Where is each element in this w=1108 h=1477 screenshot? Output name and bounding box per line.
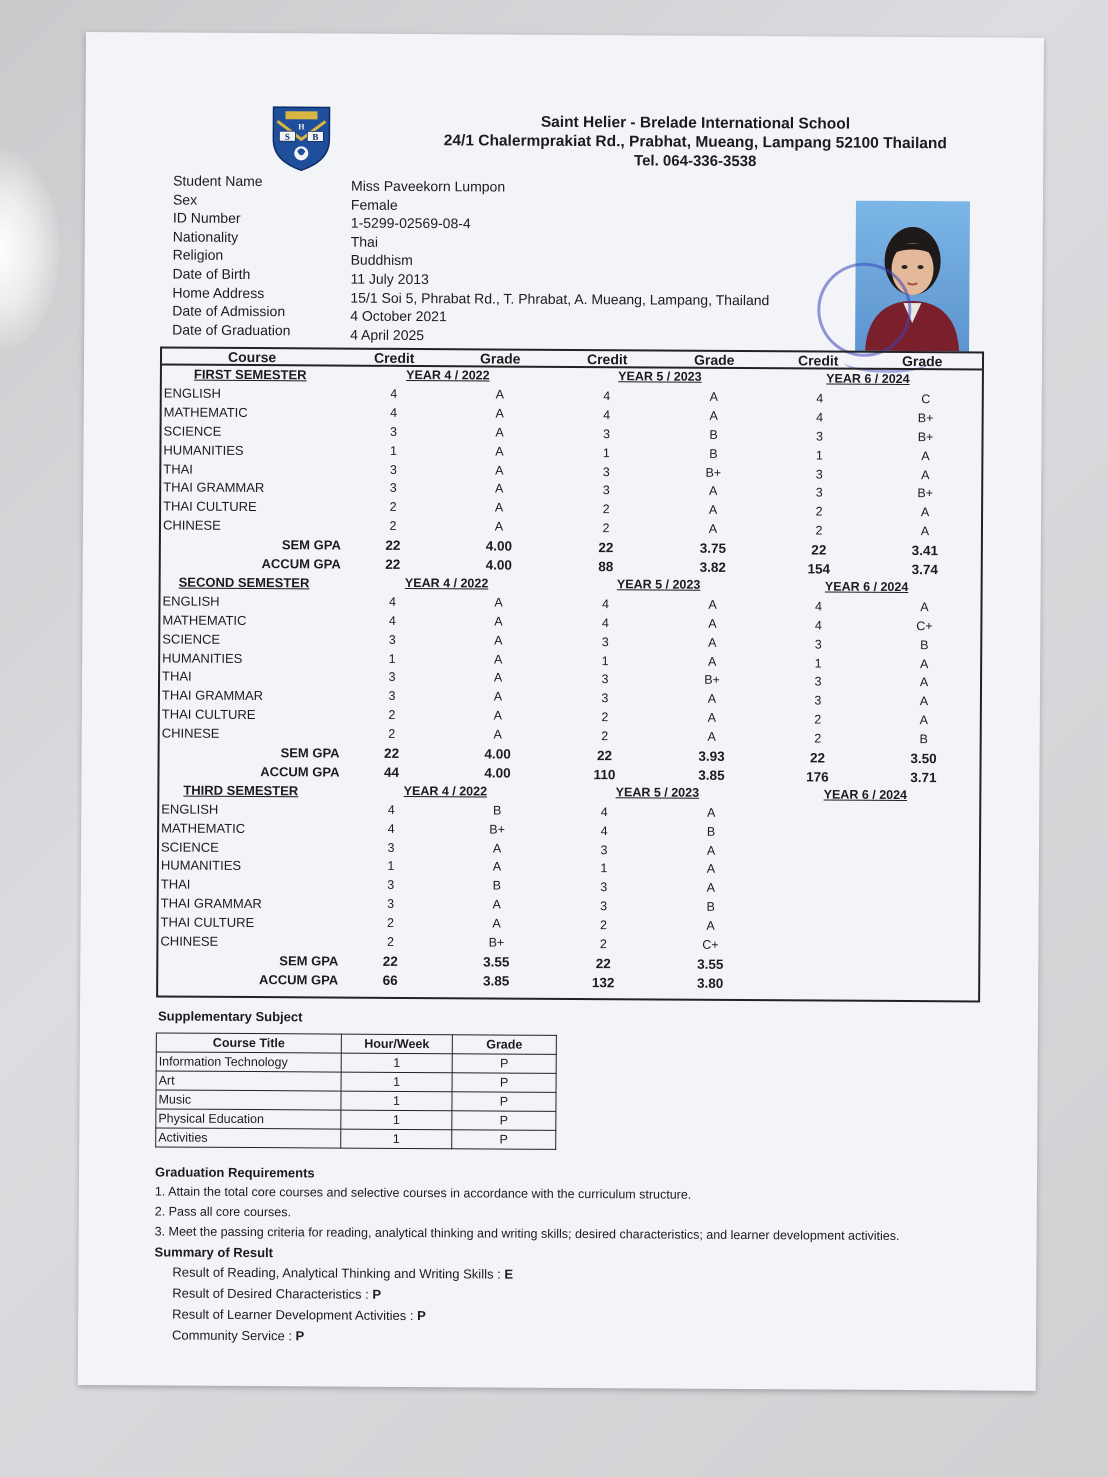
credit-y4: 3	[387, 840, 395, 855]
summary-item-1	[172, 1265, 513, 1282]
credit-y4: 2	[388, 708, 396, 723]
credit-y5: 3	[602, 483, 610, 498]
subject-name: MATHEMATIC	[163, 404, 248, 420]
grade-y4: A	[493, 652, 503, 667]
student-field-label: Nationality	[172, 228, 239, 245]
student-field-label: Date of Birth	[172, 265, 251, 283]
year-label-y4: YEAR 4 / 2022	[406, 367, 490, 383]
year-label-y6: YEAR 6 / 2024	[826, 371, 910, 387]
credit-y4: 2	[389, 519, 397, 534]
year-label-y5: YEAR 5 / 2023	[615, 785, 700, 800]
grade-y4: A	[492, 859, 502, 874]
grade-y6: A	[919, 694, 929, 709]
gpa-credit-y5: 88	[598, 559, 614, 575]
credit-y6: 2	[814, 712, 822, 727]
school-crest-icon	[271, 105, 331, 171]
supp-hours: 1	[341, 1091, 452, 1111]
year-label-y4: YEAR 4 / 2022	[403, 783, 488, 799]
grade-y6: B	[919, 732, 928, 747]
supp-hours: 1	[341, 1053, 452, 1073]
credit-y5: 4	[603, 407, 611, 423]
grade-y6: A	[920, 524, 930, 539]
credit-y4: 3	[390, 424, 398, 439]
summary-label: Result of Reading, Analytical Thinking and Writing Skills :	[172, 1264, 501, 1282]
gpa-value-y4: 4.00	[484, 765, 511, 781]
credit-y4: 1	[387, 859, 395, 874]
grade-y5: B	[709, 446, 718, 461]
credit-y4: 3	[388, 670, 396, 685]
grade-y5: A	[706, 843, 716, 858]
credit-y5: 4	[601, 596, 610, 612]
credit-y6: 3	[816, 429, 824, 444]
subject-name: MATHEMATIC	[161, 820, 246, 836]
credit-y5: 2	[600, 918, 608, 933]
grade-y5: A	[706, 862, 716, 877]
crest-letter-h: H	[298, 122, 305, 132]
grade-y4: A	[495, 406, 504, 421]
gpa-label: ACCUM GPA	[260, 763, 340, 780]
grade-y5: C+	[702, 937, 719, 952]
subject-name: HUMANITIES	[163, 442, 244, 458]
grade-y6: B+	[917, 486, 934, 501]
credit-y5: 4	[603, 389, 611, 404]
gpa-label: ACCUM GPA	[258, 971, 339, 988]
grade-y5: B+	[704, 673, 720, 688]
graduation-item-1: 1. Attain the total core courses and selective courses in accordance with the curriculum structure.	[154, 1184, 692, 1202]
semester-title: THIRD SEMESTER	[183, 782, 299, 799]
credit-y5: 3	[603, 426, 611, 441]
transcript-page	[78, 32, 1044, 1391]
grade-y6: C+	[916, 618, 933, 633]
grade-y4: A	[495, 425, 504, 440]
credit-y5: 3	[600, 899, 608, 914]
credit-y4: 1	[388, 651, 396, 666]
student-field-value: 11 July 2013	[350, 270, 429, 288]
grade-y6: A	[919, 656, 929, 671]
gpa-value-y4: 4.00	[484, 746, 511, 762]
credit-y4: 3	[388, 632, 396, 647]
student-field-value: 4 October 2021	[350, 307, 447, 325]
year-label-y6: YEAR 6 / 2024	[824, 579, 909, 594]
subject-name: ENGLISH	[161, 801, 219, 817]
credit-y5: 2	[602, 502, 610, 517]
supp-course-title: Information Technology	[156, 1052, 341, 1072]
credit-y6: 2	[815, 523, 823, 538]
student-field-value: 4 April 2025	[350, 326, 425, 343]
subject-name: CHINESE	[160, 933, 219, 949]
credit-y6: 2	[815, 504, 823, 519]
gpa-value-y5: 3.80	[697, 975, 724, 991]
grade-y6: A	[920, 505, 930, 520]
student-field-label: Date of Graduation	[172, 321, 291, 339]
subject-name: THAI GRAMMAR	[163, 479, 265, 496]
credit-y6: 3	[814, 637, 822, 652]
supp-course-title: Music	[156, 1090, 341, 1110]
credit-y5: 3	[600, 842, 608, 857]
summary-item-4	[172, 1328, 304, 1344]
subject-name: THAI GRAMMAR	[160, 895, 262, 912]
supplementary-title: Supplementary Subject	[157, 1008, 303, 1025]
gpa-value-y4: 4.00	[485, 557, 512, 573]
grade-y5: A	[706, 918, 715, 933]
supp-hours: 1	[341, 1110, 452, 1130]
credit-y4: 4	[388, 613, 396, 628]
student-field-value: 15/1 Soi 5, Phrabat Rd., T. Phrabat, A. Mueang, Lampang, Thailand	[350, 289, 770, 308]
summary-title: Summary of Result	[154, 1244, 274, 1261]
gpa-credit-y5: 22	[597, 748, 613, 764]
supp-grade: P	[452, 1111, 556, 1131]
supplementary-body	[156, 1052, 557, 1149]
grade-y4: B+	[489, 822, 505, 837]
grade-y4: A	[494, 595, 503, 610]
supp-course-title: Physical Education	[156, 1109, 341, 1129]
grade-y6: C	[921, 391, 931, 407]
grade-y4: A	[492, 841, 502, 856]
credit-y4: 3	[387, 897, 395, 912]
gpa-value-y5: 3.93	[698, 748, 725, 764]
credit-y6: 1	[815, 448, 823, 463]
gpa-credit-y5: 22	[595, 956, 611, 972]
subject-name: ENGLISH	[163, 385, 221, 401]
summary-item-3	[172, 1307, 426, 1324]
grade-y4: A	[493, 708, 503, 723]
credit-y5: 3	[600, 880, 608, 895]
gpa-value-y5: 3.75	[699, 540, 727, 557]
grade-y6: A	[921, 448, 930, 463]
grade-y4: A	[495, 387, 505, 402]
gpa-value-y6: 3.74	[911, 562, 938, 578]
grade-y4: A	[494, 500, 504, 515]
gpa-value-y5: 3.82	[699, 559, 726, 575]
gpa-label: SEM GPA	[280, 745, 340, 761]
supp-hours: 1	[341, 1129, 452, 1149]
credit-y5: 3	[601, 634, 609, 649]
gpa-value-y4: 3.55	[483, 954, 510, 970]
supplementary-row	[156, 1090, 556, 1111]
grade-y4: A	[495, 444, 504, 459]
grade-y5: A	[708, 503, 718, 518]
credit-y6: 3	[814, 674, 822, 689]
gpa-credit-y4: 66	[382, 972, 398, 988]
credit-y5: 2	[601, 729, 609, 744]
credit-y6: 4	[816, 410, 824, 425]
credit-y5: 3	[601, 691, 609, 706]
grade-y4: A	[492, 916, 501, 931]
grade-y5: B	[709, 427, 718, 442]
credit-y5: 2	[601, 710, 609, 725]
supplementary-row	[156, 1128, 556, 1149]
subject-name: THAI CULTURE	[160, 914, 255, 931]
grade-y4: A	[494, 519, 504, 534]
grade-y6: B+	[917, 410, 934, 425]
credit-y6: 4	[814, 618, 822, 633]
grade-y5: A	[708, 522, 718, 537]
gpa-value-y5: 3.85	[698, 767, 725, 783]
gpa-credit-y4: 44	[383, 764, 400, 780]
credit-y4: 4	[390, 386, 398, 401]
grade-y4: A	[493, 727, 502, 742]
credit-y4: 3	[388, 689, 396, 704]
grades-table	[156, 346, 984, 1002]
summary-item-2	[172, 1286, 381, 1302]
subject-name: THAI	[162, 668, 192, 685]
crest-letter-s: S	[284, 131, 290, 142]
credit-y5: 3	[602, 464, 610, 479]
grade-y5: B	[706, 899, 715, 915]
credit-y5: 4	[600, 823, 608, 838]
grade-y5: A	[708, 616, 717, 631]
credit-y4: 4	[390, 405, 398, 420]
student-field-value: Female	[350, 196, 398, 213]
grade-y4: A	[493, 670, 503, 685]
subject-name: SCIENCE	[160, 838, 219, 855]
supp-grade: P	[452, 1092, 556, 1112]
gpa-value-y5: 3.55	[697, 956, 724, 972]
graduation-item-3: 3. Meet the passing criteria for reading, analytical thinking and writing skills; desired characteristics; and learner development activities.	[154, 1224, 900, 1243]
grade-y4: A	[495, 481, 504, 496]
credit-y4: 2	[388, 726, 396, 741]
grade-y6: A	[919, 675, 929, 690]
credit-y4: 4	[387, 802, 395, 817]
credit-y5: 3	[601, 672, 609, 687]
semester-title: SECOND SEMESTER	[178, 574, 310, 591]
header-grade-y6: Grade	[901, 352, 943, 370]
supplementary-row	[156, 1109, 556, 1130]
credit-y4: 2	[386, 934, 394, 949]
grade-y5: A	[707, 805, 716, 820]
credit-y6: 3	[815, 485, 823, 500]
grade-y4: B	[493, 803, 502, 818]
subject-name: THAI	[160, 876, 191, 892]
grade-y5: A	[706, 881, 715, 896]
summary-value: P	[295, 1328, 305, 1344]
student-field-label: ID Number	[172, 209, 241, 227]
gpa-label: SEM GPA	[281, 537, 341, 553]
year-label-y6: YEAR 6 / 2024	[823, 787, 908, 802]
summary-value: E	[504, 1266, 514, 1282]
year-label-y5: YEAR 5 / 2023	[618, 369, 702, 384]
header-credit-y5: Credit	[586, 351, 628, 368]
grade-y6: B	[920, 637, 929, 652]
gpa-value-y4: 4.00	[485, 538, 513, 554]
subject-name: CHINESE	[162, 517, 221, 534]
student-field-label: Date of Admission	[172, 302, 286, 320]
credit-y4: 3	[389, 481, 397, 496]
subject-name: CHINESE	[161, 725, 220, 741]
gpa-credit-y6: 22	[810, 750, 826, 766]
grade-y6: A	[919, 713, 929, 728]
supp-grade: P	[452, 1073, 556, 1093]
supp-course-title: Art	[156, 1071, 341, 1091]
school-name: Saint Helier - Brelade International School	[540, 113, 851, 133]
credit-y5: 1	[601, 653, 609, 668]
summary-label: Result of Desired Characteristics :	[172, 1285, 369, 1302]
gpa-label: ACCUM GPA	[261, 556, 341, 572]
gpa-credit-y4: 22	[384, 745, 400, 761]
gpa-value-y6: 3.71	[910, 769, 937, 786]
gpa-credit-y4: 22	[385, 556, 401, 572]
year-label-y4: YEAR 4 / 2022	[404, 575, 489, 591]
grade-y6: B+	[917, 429, 934, 444]
gpa-credit-y6: 154	[807, 561, 831, 577]
gpa-credit-y4: 22	[385, 537, 401, 554]
school-address: 24/1 Chalermprakiat Rd., Prabhat, Mueang, Lampang 52100 Thailand	[443, 132, 947, 153]
gpa-credit-y4: 22	[382, 953, 398, 969]
gpa-credit-y5: 132	[591, 974, 615, 991]
gpa-credit-y5: 110	[593, 767, 616, 783]
header-credit-y6: Credit	[797, 352, 839, 369]
supp-col-grade: Grade	[452, 1035, 556, 1055]
subject-name: ENGLISH	[162, 593, 220, 609]
grade-y5: A	[708, 484, 718, 499]
subject-name: THAI CULTURE	[163, 498, 257, 515]
header-course: Course	[227, 348, 277, 366]
student-field-value: Thai	[350, 233, 379, 250]
gpa-credit-y5: 22	[598, 540, 614, 556]
summary-label: Community Service :	[171, 1327, 293, 1344]
credit-y6: 3	[815, 466, 823, 482]
supplementary-row	[156, 1071, 556, 1092]
credit-y6: 4	[816, 391, 824, 406]
subject-name: SCIENCE	[163, 423, 222, 439]
supp-col-course: Course Title	[156, 1033, 341, 1053]
student-field-label: Sex	[172, 191, 198, 208]
header-credit-y4: Credit	[373, 349, 415, 367]
supp-col-hours: Hour/Week	[341, 1034, 452, 1054]
subject-name: HUMANITIES	[160, 857, 242, 874]
grade-y5: A	[708, 597, 717, 612]
credit-y5: 1	[600, 861, 608, 876]
credit-y6: 3	[814, 693, 822, 708]
graduation-title: Graduation Requirements	[154, 1164, 315, 1181]
grade-y4: A	[492, 897, 501, 912]
subject-name: MATHEMATIC	[162, 612, 247, 628]
grade-y5: A	[709, 389, 718, 404]
credit-y4: 1	[389, 443, 397, 458]
credit-y5: 2	[599, 937, 607, 952]
student-field-label: Religion	[172, 246, 224, 264]
grade-y4: A	[494, 614, 503, 629]
grade-y4: B	[492, 878, 502, 893]
school-telephone: Tel. 064-336-3538	[634, 152, 757, 171]
grade-y4: B+	[488, 935, 505, 950]
grade-y5: A	[708, 635, 717, 650]
credit-y5: 2	[602, 521, 610, 536]
student-field-value: Buddhism	[350, 252, 413, 269]
student-field-label: Home Address	[172, 284, 265, 301]
student-field-value: Miss Paveekorn Lumpon	[351, 177, 506, 195]
gpa-value-y6: 3.41	[911, 543, 939, 559]
subject-name: SCIENCE	[162, 631, 221, 647]
grade-y6: A	[920, 599, 929, 614]
gpa-credit-y6: 176	[806, 769, 829, 785]
student-field-value: 1-5299-02569-08-4	[350, 214, 471, 232]
subject-name: HUMANITIES	[162, 649, 243, 666]
credit-y4: 2	[387, 915, 395, 930]
grade-y5: B	[706, 824, 716, 839]
grade-y5: A	[707, 692, 717, 707]
graduation-item-2: 2. Pass all core courses.	[154, 1204, 292, 1220]
credit-y6: 2	[814, 731, 822, 746]
supplementary-row	[156, 1052, 556, 1073]
credit-y5: 4	[600, 804, 608, 819]
subject-name: THAI CULTURE	[161, 706, 256, 723]
gpa-label: SEM GPA	[279, 953, 339, 969]
supp-hours: 1	[341, 1072, 452, 1092]
supp-grade: P	[452, 1054, 556, 1074]
header-grade-y4: Grade	[479, 350, 521, 367]
grade-y4: A	[493, 689, 503, 704]
summary-label: Result of Learner Development Activities :	[172, 1306, 414, 1324]
crest-letter-b: B	[312, 131, 319, 142]
credit-y4: 3	[389, 462, 397, 477]
subject-name: THAI	[163, 460, 194, 477]
credit-y4: 2	[389, 500, 397, 515]
gpa-value-y6: 3.50	[910, 751, 937, 767]
supp-grade: P	[452, 1130, 556, 1150]
grade-y5: A	[707, 729, 716, 744]
school-seal-stamp	[817, 262, 912, 357]
gpa-credit-y6: 22	[811, 542, 827, 558]
credit-y5: 1	[602, 445, 610, 460]
summary-value: P	[372, 1286, 382, 1302]
grade-y4: A	[494, 633, 503, 648]
header-grade-y5: Grade	[693, 351, 735, 368]
grade-y5: A	[707, 710, 717, 726]
grade-y5: B+	[705, 465, 722, 480]
grade-y4: A	[495, 463, 504, 478]
credit-y5: 4	[601, 615, 609, 630]
credit-y4: 4	[387, 821, 395, 836]
supplementary-header-row	[156, 1033, 556, 1054]
credit-y6: 4	[814, 599, 823, 614]
grade-y5: A	[707, 654, 717, 669]
credit-y6: 1	[814, 655, 822, 671]
credit-y4: 3	[387, 878, 395, 893]
supp-course-title: Activities	[156, 1128, 341, 1148]
grade-y5: A	[709, 408, 718, 423]
semester-title: FIRST SEMESTER	[193, 366, 307, 383]
grade-y6: A	[921, 467, 930, 482]
student-field-label: Student Name	[173, 172, 263, 190]
subject-name: THAI GRAMMAR	[161, 687, 264, 704]
summary-value: P	[417, 1308, 426, 1324]
year-label-y5: YEAR 5 / 2023	[616, 577, 701, 592]
supplementary-table	[155, 1032, 557, 1149]
gpa-value-y4: 3.85	[483, 973, 510, 989]
credit-y4: 4	[388, 594, 397, 609]
